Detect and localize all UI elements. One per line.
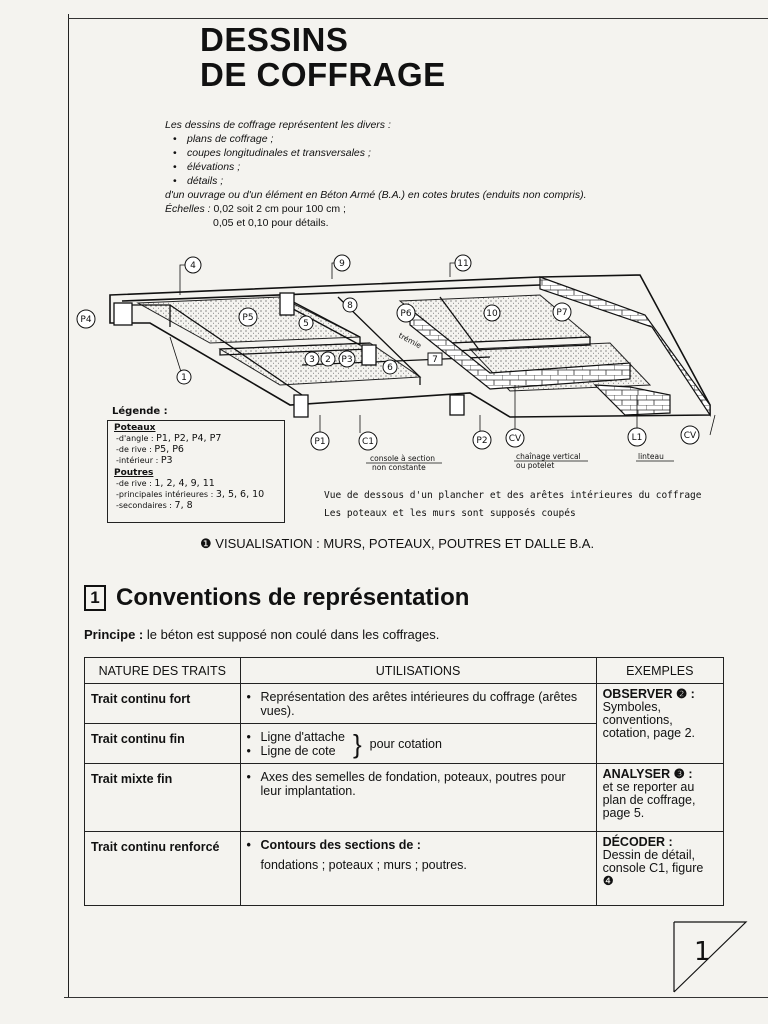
table-header: EXEMPLES [596, 658, 723, 684]
console-label-1: console à section [370, 454, 436, 463]
marker-l1 [628, 428, 646, 446]
console-label-2: non constante [372, 463, 426, 472]
page-title [200, 22, 446, 92]
marker-label: P6 [400, 309, 412, 319]
table-cell-uses [240, 684, 596, 724]
example-body: Symboles, conventions, cotation, page 2. [602, 700, 695, 740]
legend-row-label: -de rive : [116, 445, 152, 454]
intro-list [165, 132, 625, 188]
marker-p5 [239, 308, 257, 326]
legend-poutres-head: Poutres [114, 468, 154, 478]
table-row [85, 764, 724, 832]
conventions-table [84, 657, 724, 906]
marker-8 [343, 298, 357, 312]
marker-6 [383, 360, 397, 374]
marker-label: 6 [387, 363, 393, 373]
figure-description-line-1: Vue de dessous d'un plancher et des arêtes intérieures du coffrage [324, 490, 702, 501]
marker-label: P2 [476, 436, 488, 446]
example-body: Dessin de détail, console C1, figure ❹ [602, 848, 704, 888]
use-item: • Contours des sections de : [247, 838, 590, 852]
table-header: NATURE DES TRAITS [85, 658, 241, 684]
marker-10 [484, 305, 500, 321]
legend-box [107, 420, 285, 523]
marker-p2 [473, 431, 491, 449]
legend-row-label: -de rive : [116, 479, 152, 488]
legend-row-value: P3 [160, 455, 173, 466]
marker-label: L1 [631, 433, 643, 443]
intro-item: • détails ; [187, 174, 625, 188]
page-frame-top [68, 18, 768, 19]
title-line-2: DE COFFRAGE [200, 56, 446, 93]
brace-glyph: } [352, 729, 362, 759]
legend-title: Légende : [112, 406, 168, 417]
marker-label: P3 [341, 355, 353, 365]
marker-5 [299, 316, 313, 330]
marker-label: 7 [432, 355, 438, 365]
legend-row [116, 478, 284, 489]
scale-label: Échelles : [165, 203, 211, 215]
legend-row-value: P5, P6 [154, 444, 184, 455]
marker-9 [334, 255, 350, 271]
intro-item: • plans de coffrage ; [187, 132, 625, 146]
table-row [85, 832, 724, 906]
marker-label: P4 [80, 315, 92, 325]
marker-label: 8 [347, 301, 353, 311]
legend-row [116, 433, 284, 444]
marker-label: 9 [339, 259, 345, 269]
marker-cv-1 [506, 429, 524, 447]
use-item: • Axes des semelles de fondation, poteaux, poutres pour leur implantation. [247, 770, 590, 798]
table-header: UTILISATIONS [240, 658, 596, 684]
marker-label: C1 [361, 437, 375, 447]
page-number: 1 [694, 937, 711, 967]
marker-7 [428, 353, 442, 365]
table-cell-example [596, 684, 723, 764]
chainage-label-1: chaînage vertical [516, 452, 581, 461]
table-cell-nature: Trait continu fort [85, 684, 241, 724]
intro-scope: d'un ouvrage ou d'un élément en Béton Armé (B.A.) en cotes brutes (enduits non compris). [165, 189, 587, 201]
marker-label: 1 [181, 373, 187, 383]
table-cell-nature: Trait continu renforcé [85, 832, 241, 906]
figure-caption [200, 536, 594, 552]
scale-value-1: 0,02 soit 2 cm pour 100 cm ; [213, 203, 346, 215]
use-item: • Ligne d'attache [247, 730, 345, 744]
legend-row-label: -d'angle : [116, 434, 154, 443]
marker-label: 5 [303, 319, 309, 329]
use-item: • Représentation des arêtes intérieures du coffrage (arêtes vues). [247, 690, 590, 718]
legend-row [116, 455, 284, 466]
figure-description-line-2: Les poteaux et les murs sont supposés coupés [324, 508, 576, 519]
section-number: 1 [84, 585, 106, 611]
marker-p1 [311, 432, 329, 450]
intro-item: • coupes longitudinales et transversales ; [187, 146, 625, 160]
figure-description [324, 487, 702, 523]
legend-row [116, 444, 284, 455]
principle-line [84, 627, 439, 642]
brace-text: pour cotation [369, 737, 442, 751]
legend-row-value: 7, 8 [174, 500, 193, 511]
use-item-detail: fondations ; poteaux ; murs ; poutres. [260, 858, 467, 872]
marker-label: CV [508, 434, 522, 444]
marker-label: CV [683, 431, 697, 441]
intro-item: • élévations ; [187, 160, 625, 174]
legend-row-value: 3, 5, 6, 10 [215, 489, 265, 500]
marker-p3 [339, 351, 355, 367]
marker-4 [185, 257, 201, 273]
page-frame-bottom [64, 997, 768, 998]
table-cell-nature: Trait continu fin [85, 724, 241, 764]
principle-text: le béton est supposé non coulé dans les coffrages. [146, 627, 440, 642]
marker-c1 [359, 432, 377, 450]
marker-p4 [77, 310, 95, 328]
marker-cv-2 [681, 426, 699, 444]
legend-poteaux-head: Poteaux [114, 423, 156, 433]
legend-row-label: -intérieur : [116, 456, 159, 465]
table-row [85, 684, 724, 724]
marker-11 [455, 255, 471, 271]
section-title: Conventions de représentation [116, 584, 470, 611]
intro-text [165, 118, 625, 230]
table-cell-example [596, 832, 723, 906]
caption-bullet: ❶ [200, 536, 212, 551]
marker-label: P5 [242, 313, 254, 323]
tremie-label: trémie [397, 330, 423, 351]
page-frame-left [68, 14, 69, 998]
marker-label: 10 [486, 309, 498, 319]
marker-label: P1 [314, 437, 326, 447]
use-item: • Ligne de cote [247, 744, 345, 758]
table-cell-nature: Trait mixte fin [85, 764, 241, 832]
marker-label: 4 [190, 261, 196, 271]
legend-row [116, 489, 284, 500]
marker-p6 [397, 304, 415, 322]
caption-text: VISUALISATION : MURS, POTEAUX, POUTRES ET DALLE B.A. [215, 536, 595, 551]
example-body: et se reporter au plan de coffrage, page 5. [602, 780, 696, 820]
marker-label: 11 [457, 259, 469, 269]
section-heading [84, 584, 469, 612]
example-head: OBSERVER ❷ : [602, 687, 695, 701]
marker-2 [321, 352, 335, 366]
example-head: DÉCODER : [602, 835, 673, 849]
marker-label: 3 [309, 355, 315, 365]
marker-1 [177, 370, 191, 384]
table-cell-example [596, 764, 723, 832]
marker-p7 [553, 303, 571, 321]
marker-label: 2 [325, 355, 331, 365]
legend-row-value: P1, P2, P4, P7 [156, 433, 222, 444]
page-number-box [672, 920, 766, 994]
table-cell-uses [240, 832, 596, 906]
legend-row-value: 1, 2, 4, 9, 11 [154, 478, 215, 489]
chainage-label-2: ou potelet [516, 461, 555, 470]
example-head: ANALYSER ❸ : [602, 767, 693, 781]
principle-label: Principe : [84, 627, 144, 642]
title-line-1: DESSINS [200, 21, 349, 58]
intro-lead: Les dessins de coffrage représentent les divers : [165, 119, 391, 131]
marker-label: P7 [556, 308, 568, 318]
legend-row [116, 500, 284, 511]
table-header-row [85, 658, 724, 684]
scale-value-2: 0,05 et 0,10 pour détails. [213, 217, 329, 229]
legend-row-label: -principales intérieures : [116, 490, 214, 499]
table-cell-uses [240, 764, 596, 832]
intro-scale [165, 202, 625, 230]
legend-row-label: -secondaires : [116, 501, 172, 510]
table-cell-uses [240, 724, 596, 764]
marker-3 [305, 352, 319, 366]
linteau-label: linteau [638, 452, 664, 461]
